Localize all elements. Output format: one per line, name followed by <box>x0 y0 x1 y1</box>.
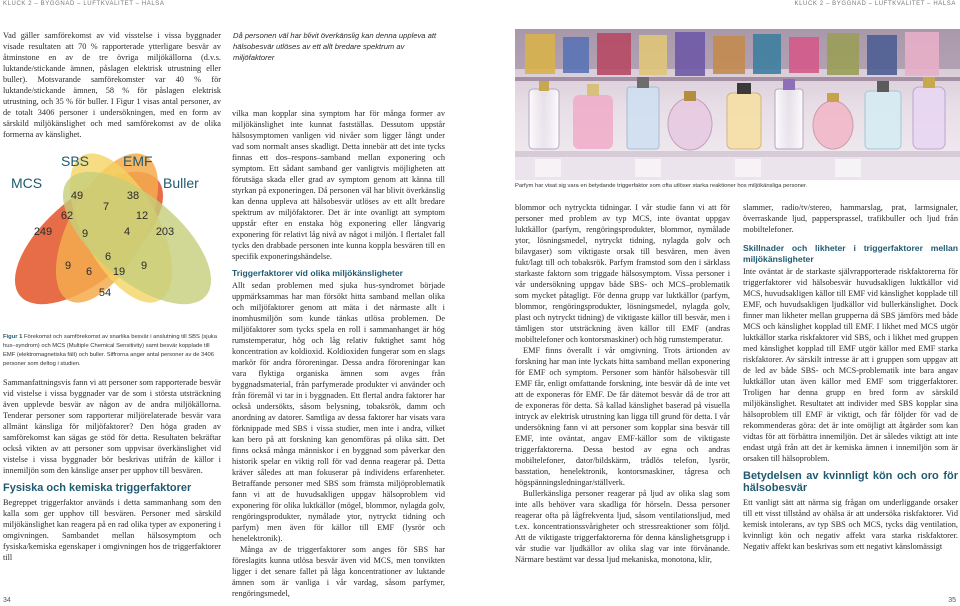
venn-label-buller: Buller <box>163 175 199 191</box>
noise-paragraph: Bullerkänsliga personer reagerar på ljud av olika slag som inte alls behöver vara skadliga för hörseln. Dessa personer reagerar ofta på lågfrekventa ljud, såsom ventilationsljud, med t.ex. koncentrationssvårigheter och stressreaktioner som följd. Att de viktigaste triggerfaktorerna för denna känslighetsgrupp i vår studie var ljudkällor av olika slag var inte förvånande. Närmare bestämt var dessa ljud mekaniska, monotona, klir, <box>515 489 730 564</box>
venn-value: 12 <box>135 210 149 222</box>
summary-paragraph: Sammanfattningsvis fann vi att personer som rapporterade besvär vid vistelse i vissa byggnader var de som i största utsträckning även upplevde besvär av någon av de andra miljökällorna. Tenderar personer som rapporterar miljörelaterade besvär vara allmänt känsliga för miljöfaktorer? Den höga graden av samförekomst kan sägas ge stöd för detta. Resultaten bekräftar också vikten av att personer som uppvisar överkänslighet vid vistelse i vissa byggnader bör beskrivas utifrån de källor i innemiljön som den känslige anser per upphov till besvären. <box>3 378 221 475</box>
venn-value: 249 <box>33 226 53 238</box>
perfume-bottles-image <box>515 29 960 180</box>
column-4 <box>743 202 958 552</box>
heading-trigger-factors: Triggerfaktorer vid olika miljökänsligheter <box>232 268 403 278</box>
column-3 <box>515 202 730 565</box>
perfume-photo <box>515 29 960 180</box>
figure-caption <box>3 333 221 369</box>
venn-value: 7 <box>102 201 110 213</box>
heading-gender: Betydelsen av kvinnligt kön och oro för hälsobesvär <box>743 470 958 494</box>
venn-value: 6 <box>85 266 93 278</box>
dose-response-paragraph: vilka man kopplar sina symptom har för många former av miljökänslighet inte kunnat fastställas. Dessutom uppstår hälsosymptomen vanligen vid nivåer som ligger långt under vad som normalt anses skadligt. Detta innebär att det inte tycks finnas ett dos–respons–samband mellan exponering och symptom. Ett sådant samband ger vanligtvis möjligheten att förutsäga skada eller grad av symptom genom att känna till styrkan på exponeringen. Då personen väl har blivit överkänslig kan denna uppleva att hälsobesvär utlöses av ett allt bredare spektrum av miljöfaktorer. Det är inte ovanligt att symptom uppstår efter en enstaka hög exponering eller långvarig exponering för relativt låg nivå av något i miljön. I flertalet fall tycks den drabbade personen inte kunna koppla besvären till en specifik exponeringshändelse. <box>232 109 445 261</box>
venn-value: 9 <box>81 228 89 240</box>
pull-quote: Då personen väl har blivit överkänslig kan denna uppleva att hälsobesvär utlöses av ett allt bredare spektrum av miljöfaktorer <box>233 31 437 62</box>
venn-value: 38 <box>126 190 140 202</box>
page-number-right: 35 <box>948 597 956 604</box>
mcs-study-paragraph: blommor och nytryckta tidningar. I vår studie fann vi att för personer med problem av typ MCS, inte övantat uppgav luktkällor (parfym, rengöringsprodukter, blommor, nymålade ytor, lösningsmedel, nytryckt tidning, nylagda golv och bilavgaser) som viktigaste orsak till besvären, men även fukt/lagt till och tobaksrök. Parfym framstod som den i särklass starkaste faktorn som triggade hälsosymptom. Vissa personer i vår undersökning uppgav både SBS- och MCS–problematik som mycket påtagligt. För denna grupp var luktkällor (parfym, blommor, rengöringsprodukter, lösningsmedel, nylagda golv, plast och nytryckt tidning) de viktigaste källor till besvär, men i tämligen stor utsträckning även källor till EMF (andras mobiltelefoner och kontorsmaskiner) och hög rumstemperatur. <box>515 203 730 344</box>
emf-paragraph: EMF finns överallt i vår omgivning. Trots ärtionden av forskning har man inte lyckats hitta samband mellan exponering för EMF och symptom. Personer som hänför hälsobesvär till EMF får, enligt omfattande forskning, inte besvär då de inte vet att de exponeras för EMF. De får dätemot besvär då de tror att de exponeras för detta. Så kallad känslighet baserad på visuella intryck av elektrisk utrustning kan ligga till grund för detta. I vår undersökning fann vi att personer som kopplar sina besvär till EMF, inte oväntat, angav EMF-källor som de viktigaste triggerfaktorerna. Dessa bestod av egna och andras mobiltelefoner, dator/bildskärm, trådlös telefon, lysrör, basstation, henelektronik, kontorsmaskiner, tågresa och högspänningsledningar/ställverk. <box>515 346 730 487</box>
venn-label-sbs: SBS <box>61 153 90 169</box>
column-1-intro <box>3 30 221 140</box>
figure-caption-label: Figur 1 <box>3 334 23 340</box>
running-header-left: KLUCK 2 – BYGGNAD – LUFTKVALITET – HÄLSA <box>3 1 165 7</box>
figure-caption-text: Förekomst och samförekomst av snarlika besvär i anslutning till SBS (sjuka hus–syndrom) och MCS (Multiple Chemical Sensitivity) samt besvär kopplade till EMF (elektromagnetiska fält) och buller. Siffrorna anger antal personer av de 3406 personer som deltog i studien. <box>3 334 217 367</box>
heading-triggers: Fysiska och kemiska triggerfaktorer <box>3 482 192 494</box>
gender-paragraph: Ett vanligt sätt att närma sig frågan om underliggande orsaker till ett visst tillstånd av ohälsa är att undersöka riskfaktorer. Vid kemisk intolerans, av typ SBS och MCS, tycks däg ventilation, kvinnligt kön och negativ affekt vara starka riskfaktorer. Negativ affekt kan beskrivas som ett negativt känslomässigt <box>743 498 958 551</box>
heading-differences: Skillnader och likheter i triggerfaktorer mellan miljökänsligheter <box>743 243 958 264</box>
column-1-body <box>3 377 221 563</box>
mcs-factors-paragraph: Många av de triggerfaktorer som anges för SBS har föreslagits kunna utlösa besvär även vid MCS, men tonvikten ligger i det senare fallet på låga koncentrationer av luktande ämnen som är vanliga i vår vardag, såsom parfymer, rengöringsmedel, <box>232 545 445 598</box>
venn-value: 62 <box>60 210 74 222</box>
photo-caption: Parfym har visat sig vara en betydande triggerfaktor som ofta utlöser starka reaktioner hos miljökänsliga personer. <box>515 183 808 189</box>
noise-sources-paragraph: slammer, radio/tv/stereo, hammarslag, prat, larmsignaler, överraskande ljud, pappersprassel, trafikbuller och ljud från mobiltelefoner. <box>743 203 958 234</box>
sbs-factors-paragraph: Allt sedan problemen med sjuka hus-syndromet började uppmärksammas har man försökt hitta samband mellan olika och miljöfaktorer genom att mäta i det närmaste allt i inomhusmiljön som kunde tänkas utlösa problemen. De miljöfaktorer som tycks spela en roll i sammanhanget är hög rumstemperatur, hög och låg relativ fuktighet samt hög koncentration av koldioxid. Koldioxiden fungerar som en slags markör för andra föroreningar. Dessa andra föroreningar kan vara flyktiga organiska ämnen som avges från byggnadsmaterial, från parfymerade produkter vi använder och från föremål vi tar in i byggnaden. Ett flertal andra faktorer har också undersökts, såsom belysning, tobaksrök, damm och anordning av datorer. Samtliga av dessa faktorer har visats vara förknippade med SBS i vissa studier, men inte i andra, vilket kan bero på att forskning kan genomföras på olika sätt. Det finns också många människor i en byggnad som påverkar den historik spelar en viktig roll för vad denna reagerar på. Detta kräver således att man fokuserar på individens erfarenheter. Betraffande personer med SBS som främsta miljöproblematik fann vi att de huvudsakligen uppgav hälsoproblem vid exponering för olika luktkällor (mögel, blommor, nylagda golv, rengöringsprodukter, nymålade ytor, nytryckt tidning och parfym) men även för källor till EMF (lysrör och henelektronik). <box>232 281 445 543</box>
venn-value: 203 <box>155 226 175 238</box>
venn-value: 6 <box>104 251 112 263</box>
running-header-right: KLUCK 2 – BYGGNAD – LUFTKVALITET – HÄLSA <box>794 1 956 7</box>
venn-label-mcs: MCS <box>11 175 43 191</box>
venn-value: 49 <box>70 190 84 202</box>
page-number-left: 34 <box>3 597 11 604</box>
venn-value: 9 <box>64 260 72 272</box>
venn-value: 19 <box>112 266 126 278</box>
differences-paragraph: Inte oväntat är de starkaste självrapporterade riskfaktorerna för triggerfaktorer vid hälsobesvär huvudsakligen luktkällor vid MCS, huvudsakligen källor till EMF vid känslighet kopplade till EMF, och huvudsakligen ljudkällor vid bullerkänslighet. Dock finner man likheter mellan grupperna då SBS jämförs med både MCS och känslighet kopplad till EMF. I likhet med MCS utgör luktkällor starka riskfaktorer vid SBS, och i likhet med gruppen med känslighet kopplad till EMF utgör källor med EMF starka riskfaktorer. Av särskilt intresse är att i gruppen som uppgav att de led av både SBS- och MCS-problematik inte bara angav luktkällor utan även källor med EMF som triggerfaktorer. Troligen har denna grupp en bred form av särskild miljökänslighet. Resultatet att individer med SBS kopplar sina hälsoproblem till EMF är viktigt, och får följder för vad de rekommenderas göra: det är inte omöjligt att åtgärder som kan vidtas för att förbättra innemiljön. Det är således viktigt att inte endast utgå från att det är kemiska ämnen i innemiljön som är orsaken till hälsoproblem. <box>743 267 958 463</box>
intro-paragraph: Vad gäller samförekomst av vid visstelse i vissa byggnader visade resultaten att 70 % rapporterade ytterligare besvär av åtminstone en av de tre övriga miljökällorna (d.v.s. luktande/stickande ämnen, påslagen elektrisk utrustning eller buller). Motsvarande samförekomster var 40 % för luktande/stickande ämnen, 58 % för påslagen elektrisk utrustning, och 35 % för buller. I Figur 1 visas antal personer, av de totalt 3406 personer i undersökningen, med en form av särskild miljökänslighet och med samförekomst av de olika formerna av känslighet. <box>3 31 221 139</box>
trigger-paragraph: Begreppet triggerfaktor används i detta sammanhang som den kalla som ger upphov till besvären. Personer med särskild miljökänslighet kan reagera på en rad olika typer av exponering i omgivningen. Sambandet mellan hälsosymptom och fysiska/kemiska egenskaper i omgivningen hos de triggerfaktorer till <box>3 498 221 562</box>
venn-value: 54 <box>98 287 112 299</box>
column-2 <box>232 108 445 599</box>
venn-value: 9 <box>140 260 148 272</box>
venn-diagram <box>3 146 218 336</box>
venn-label-emf: EMF <box>123 153 153 169</box>
venn-value: 4 <box>123 226 131 238</box>
